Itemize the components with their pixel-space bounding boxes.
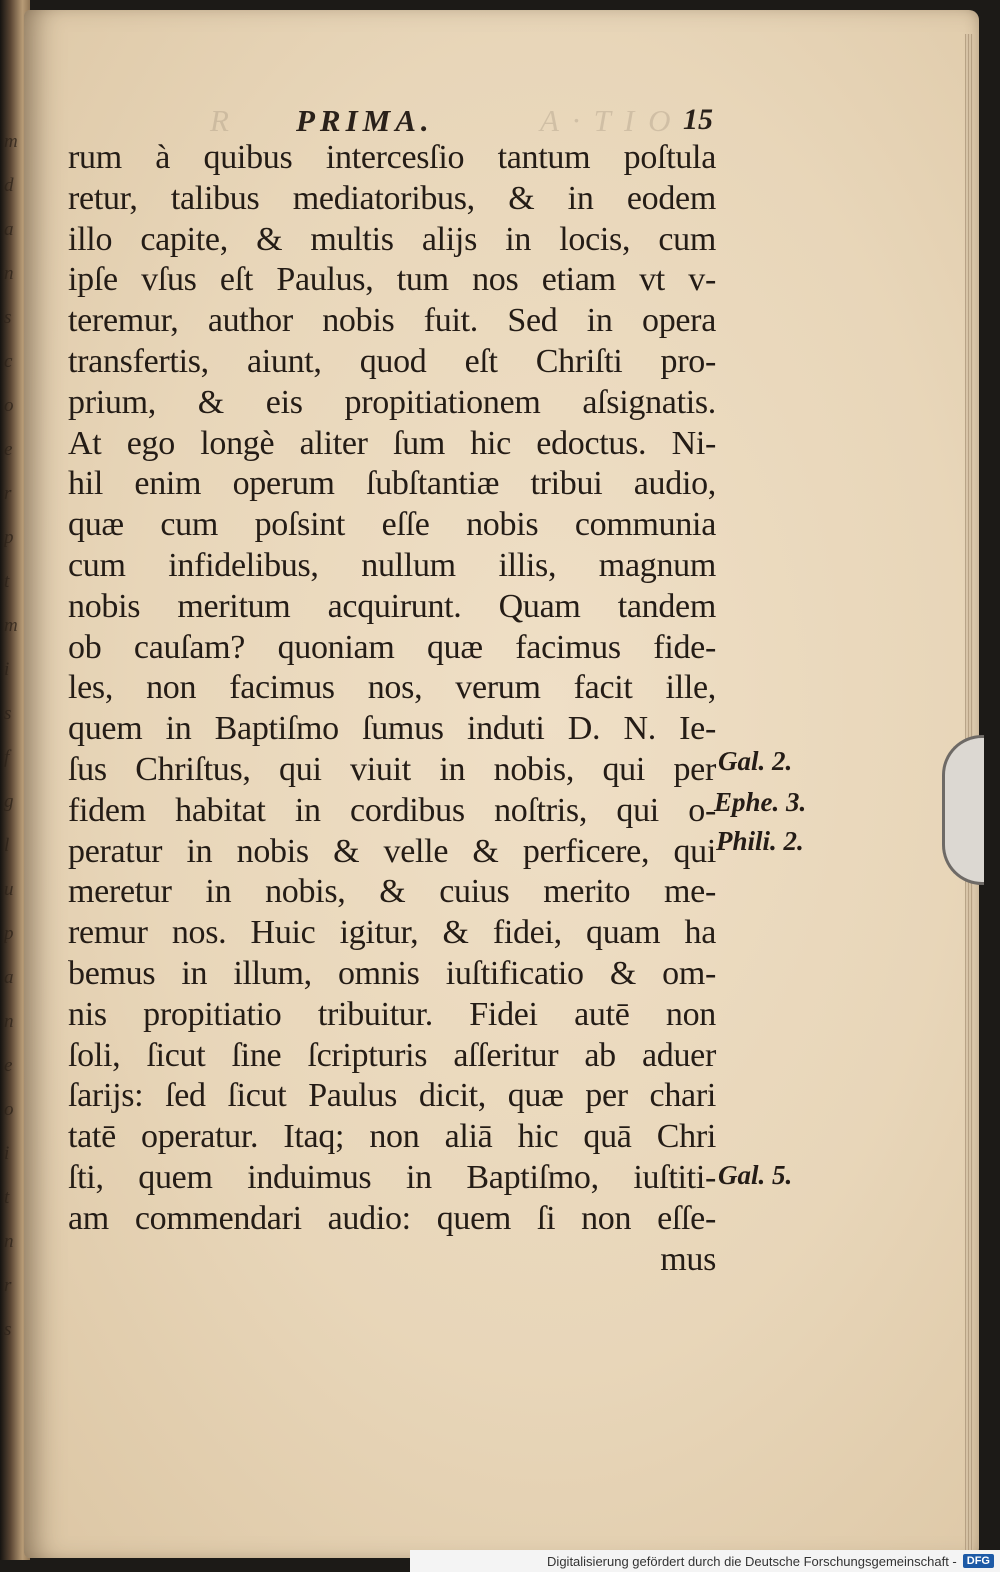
text-line: retur, talibus mediatoribus, & in eodem — [68, 179, 716, 217]
running-head: PRIMA. — [296, 103, 434, 138]
text-line: fidem habitat in cordibus noſtris, qui o- — [68, 791, 716, 829]
show-through-text: A · T I O — [540, 103, 674, 138]
text-line: meretur in nobis, & cuius merito me- — [68, 873, 716, 911]
marginal-note: Gal. 2. — [718, 746, 793, 776]
marginal-note: Gal. 5. — [718, 1160, 793, 1190]
text-line: nobis meritum acquirunt. Quam tandem — [68, 587, 716, 625]
text-line: illo capite, & multis alijs in locis, cum — [68, 220, 716, 258]
text-line: les, non facimus nos, verum facit ille, — [68, 669, 716, 707]
text-line: rum à quibus intercesſio tantum poſtula — [68, 139, 716, 176]
text-line: At ego longè aliter ſum hic edoctus. Ni- — [68, 424, 716, 462]
text-line: ſti, quem induimus in Baptiſmo, iuſtiti- — [68, 1158, 716, 1196]
text-line: ob cauſam? quoniam quæ facimus fide- — [68, 628, 716, 666]
text-line: prium, & eis propitiationem aſsignatis. — [68, 383, 716, 421]
digitization-credit-bar — [410, 1550, 1000, 1572]
text-line: quem in Baptiſmo ſumus induti D. N. Ie- — [68, 710, 716, 748]
text-line: quæ cum poſsint eſſe nobis communia — [68, 506, 716, 544]
text-line: hil enim operum ſubſtantiæ tribui audio, — [68, 465, 716, 503]
previous-page-bleed: m d a n s c o e r p t m i s f g l u p a n e o i t n r s — [4, 131, 18, 1340]
text-line: nis propitiatio tribuitur. Fidei autē non — [68, 995, 716, 1033]
text-line: ipſe vſus eſt Paulus, tum nos etiam vt v- — [68, 261, 716, 299]
page-clip — [942, 735, 984, 885]
text-line: ſus Chriſtus, qui viuit in nobis, qui per — [68, 750, 716, 788]
text-line: tatē operatur. Itaq; non aliā hic quā Chri — [68, 1118, 716, 1156]
page-number: 15 — [683, 103, 713, 136]
text-line: remur nos. Huic igitur, & fidei, quam ha — [68, 914, 716, 952]
dfg-logo: DFG — [963, 1554, 994, 1568]
text-line: ſoli, ſicut ſine ſcripturis aſſeritur ab aduer — [68, 1036, 716, 1074]
text-line: bemus in illum, omnis iuſtificatio & om- — [68, 954, 716, 992]
digitization-credit: Digitalisierung gefördert durch die Deutsche Forschungsgemeinschaft - — [547, 1553, 957, 1569]
text-line: ſarijs: ſed ſicut Paulus dicit, quæ per chari — [68, 1077, 716, 1115]
text-line: peratur in nobis & velle & perficere, qui — [68, 832, 716, 870]
catchword: mus — [660, 1240, 716, 1278]
body-text — [68, 138, 716, 1280]
text-line: teremur, author nobis fuit. Sed in opera — [68, 302, 716, 340]
text-line: transfertis, aiunt, quod eſt Chriſti pro- — [68, 342, 716, 380]
text-line: cum infidelibus, nullum illis, magnum — [68, 546, 716, 584]
marginal-note: Ephe. 3. — [714, 787, 807, 817]
show-through-text: R — [210, 103, 232, 138]
marginal-note: Phili. 2. — [716, 826, 804, 856]
text-line: am commendari audio: quem ſi non eſſe- — [68, 1199, 716, 1237]
